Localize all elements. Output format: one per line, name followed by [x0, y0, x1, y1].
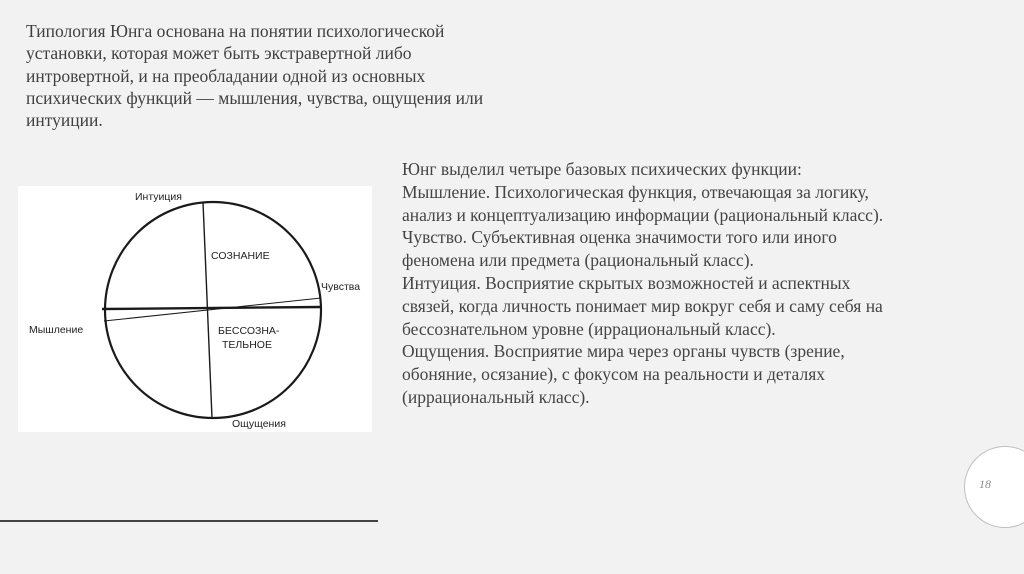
horizontal-divider-line	[102, 307, 321, 309]
functions-heading: Юнг выделил четыре базовых психических функции:	[402, 159, 802, 179]
label-feeling: Чувства	[321, 281, 361, 293]
label-intuition: Интуиция	[135, 191, 182, 203]
label-unconscious-line2: ТЕЛЬНОЕ	[222, 339, 272, 351]
function-thinking: Мышление. Психологическая функция, отвечающая за логику, анализ и концептуализацию информации (рациональный класс).	[402, 181, 884, 225]
typology-circle-diagram	[18, 186, 372, 432]
page-number: 18	[979, 477, 991, 491]
typology-circle	[105, 202, 321, 418]
label-thinking: Мышление	[29, 324, 84, 336]
page-number-badge	[964, 446, 1024, 528]
label-conscious: СОЗНАНИЕ	[211, 250, 270, 262]
label-unconscious-line1: БЕССОЗНА-	[218, 325, 280, 337]
label-sensation: Ощущения	[232, 418, 286, 430]
functions-description	[402, 158, 902, 409]
bottom-divider	[0, 520, 378, 522]
function-sensation: Ощущения. Восприятие мира через органы чувств (зрение, обоняние, осязание), с фокусом на реальности и деталях (иррациональный класс).	[402, 341, 845, 407]
intro-paragraph: Типология Юнга основана на понятии психологической установки, которая может быть экстравертной либо интровертной, и на преобладании одной из основных психических функций — мышления, чувства, ощущения или интуиции.	[26, 21, 484, 131]
function-feeling: Чувство. Субъективная оценка значимости того или иного феномена или предмета (рациональный класс).	[402, 227, 837, 271]
function-intuition: Интуиция. Восприятие скрытых возможностей и аспектных связей, когда личность понимает мир вокруг себя и саму себя на бессознательном уровне (иррациональный класс).	[402, 272, 883, 339]
jung-typology-diagram	[18, 186, 372, 432]
